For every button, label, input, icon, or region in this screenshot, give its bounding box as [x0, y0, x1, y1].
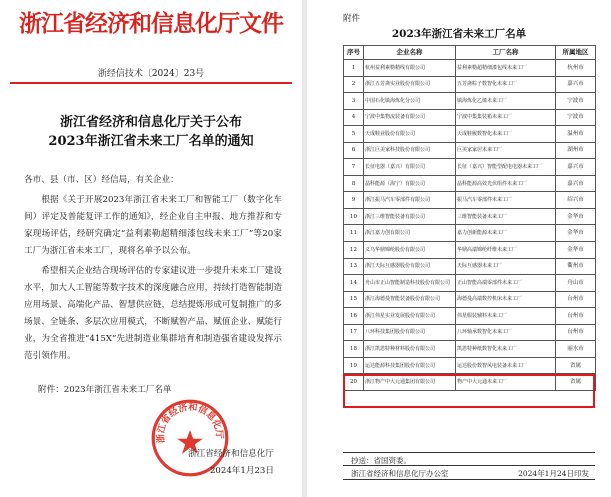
table-row [344, 242, 596, 259]
row-number: 11 [344, 225, 364, 242]
factory-name: 晶科能源高效光伏组件未来工厂 [456, 175, 556, 192]
region: 金华市 [556, 225, 596, 242]
table-row [344, 291, 596, 308]
company-name: 中国石化镇海炼化分公司 [364, 93, 456, 110]
paragraph-1: 根据《关于开展2023年浙江省未来工厂和智能工厂（数字化车间）评定及普能复评工作的通知》，经企业自主申报、地方推荐和专家现场评估，经研究确定“益利素勒超精细漆包线未来工厂”等20家工厂为浙江省未来工厂，现将名单予以公布。 [24, 195, 282, 256]
row-number: 7 [344, 159, 364, 176]
factory-name: 振马汽车零部件未来工厂 [456, 192, 556, 209]
title-line-2: 2023年浙江省未来工厂名单的通知 [48, 134, 254, 149]
row-number: 1 [344, 60, 364, 77]
table-row [344, 225, 596, 242]
region: 省属 [556, 357, 596, 374]
table-row [344, 126, 596, 143]
company-name: 浙江五芳斋实业股份有限公司 [364, 76, 456, 93]
row-number: 9 [344, 192, 364, 209]
region: 湖州市 [556, 142, 596, 159]
region: 温州市 [556, 126, 596, 143]
table-row [344, 324, 596, 341]
region: 台州市 [556, 291, 596, 308]
company-name: 宁波中集物流装备有限公司 [364, 109, 456, 126]
factory-name: 宁波中集集装箱未来工厂 [456, 109, 556, 126]
factory-name: 三维智能装备未来工厂 [456, 208, 556, 225]
table-row [344, 60, 596, 77]
notice-page [0, 0, 302, 497]
region: 嘉兴市 [556, 175, 596, 192]
company-name: 浙江凯恩特种材料股份有限公司 [364, 341, 456, 358]
factory-name: 益利素勒超精细漆包线未来工厂 [456, 60, 556, 77]
table-row [344, 258, 596, 275]
company-name: 浙江三维智能装备有限公司 [364, 208, 456, 225]
factory-name: 天际互感器未来工厂 [456, 258, 556, 275]
company-name: 义乌华鼎锦纶股份有限公司 [364, 242, 456, 259]
company-name: 运达能源科技集团股份有限公司 [364, 357, 456, 374]
document-number: 浙经信技术〔2024〕23号 [97, 69, 205, 79]
region: 嘉兴市 [556, 76, 596, 93]
company-name: 八环科技集团股份有限公司 [364, 324, 456, 341]
table-row [344, 142, 596, 159]
region: 宁波市 [556, 109, 596, 126]
region: 杭州市 [556, 60, 596, 77]
factory-name: 凯恩特种纸数智化未来工厂 [456, 341, 556, 358]
document-title [0, 113, 302, 151]
company-name: 浙江振马汽车零部件有限公司 [364, 192, 456, 209]
row-number: 2 [344, 76, 364, 93]
company-name: 浙江嘉力创有限公司 [364, 225, 456, 242]
region: 台州市 [556, 308, 596, 325]
row-number: 17 [344, 324, 364, 341]
highlight-box [343, 374, 595, 408]
row-number: 5 [344, 126, 364, 143]
column-header: 企业名称 [364, 46, 456, 60]
table-row [344, 159, 596, 176]
table-row [344, 192, 596, 209]
region: 舟山市 [556, 275, 596, 292]
table-row [344, 175, 596, 192]
row-number: 20 [344, 374, 364, 391]
cc-line: 抄送：省国资委。 [351, 456, 411, 465]
factory-name: 长征（嘉兴）智能型配电电器未来工厂 [456, 159, 556, 176]
company-name: 浙江海德曼智能装备股份有限公司 [364, 291, 456, 308]
row-number: 15 [344, 291, 364, 308]
column-header: 所属地区 [556, 46, 596, 60]
region: 省属 [556, 374, 596, 391]
factory-table [343, 45, 596, 391]
company-name: 浙江物产中大元通集团有限公司 [364, 374, 456, 391]
region: 丽水市 [556, 341, 596, 358]
region: 台州市 [556, 324, 596, 341]
region: 绍兴市 [556, 192, 596, 209]
row-number: 12 [344, 242, 364, 259]
company-name: 杭州益利素勒精线有限公司 [364, 60, 456, 77]
attachment-note: 附件：2023年浙江省未来工厂名单 [38, 385, 172, 395]
company-name: 天成鞋业股份有限公司 [364, 126, 456, 143]
cc-divider [343, 465, 595, 466]
column-header: 序号 [344, 46, 364, 60]
region: 金华市 [556, 242, 596, 259]
row-number: 18 [344, 341, 364, 358]
factory-name: 镇海炼化乙烯未来工厂 [456, 93, 556, 110]
row-number: 19 [344, 357, 364, 374]
annex-label: 附件 [343, 14, 361, 24]
cc-block [343, 452, 595, 480]
table-row [344, 308, 596, 325]
row-number: 6 [344, 142, 364, 159]
list-title: 2023年浙江省未来工厂名单 [391, 28, 527, 40]
table-row [344, 357, 596, 374]
region: 衢州市 [556, 258, 596, 275]
table-row [344, 93, 596, 110]
region: 嘉兴市 [556, 159, 596, 176]
factory-name: 海德曼高端数控机床未来工厂 [456, 291, 556, 308]
factory-name: 华鼎高端锦纶纤维未来工厂 [456, 242, 556, 259]
table-row [344, 208, 596, 225]
header-divider [10, 82, 292, 84]
table-row [344, 341, 596, 358]
row-number: 13 [344, 258, 364, 275]
factory-name: 嘉力创新能源未来工厂 [456, 225, 556, 242]
factory-name: 八环轴承数智化未来工厂 [456, 324, 556, 341]
company-name: 浙江天际互感器股份有限公司 [364, 258, 456, 275]
company-name: 晶科能源（海宁）有限公司 [364, 175, 456, 192]
row-number: 10 [344, 208, 364, 225]
annex-page [307, 0, 611, 497]
row-number: 16 [344, 308, 364, 325]
row-number: 4 [344, 109, 364, 126]
table-header-row [344, 46, 596, 60]
issuer-name: 浙江省经济和信息化厅 [188, 449, 274, 459]
paragraph-2: 希望相关企业结合现场评估的专家建议进一步提升未来工厂建设水平，加大人工智能等数字技术的深度融合应用，持续打造智能制造应用场景、高端化产品、智慧供应链，总结提炼形成可复制推广的多场景、全链条、多层次应用模式，不断赋智产品、赋值企业、赋能行业，为全省推进“415X”先进制造业集群培育和制造强省建设发挥示范引领作用。 [24, 266, 282, 361]
table-row [344, 275, 596, 292]
seal-text: 浙江省经济和信息化厅 [155, 401, 225, 444]
region: 金华市 [556, 208, 596, 225]
factory-name: 五芳斋粽子数智化未来工厂 [456, 76, 556, 93]
row-number: 14 [344, 275, 364, 292]
company-name: 舟山市正山智能制造科技股份有限公司 [364, 275, 456, 292]
issuing-office: 浙江省经济和信息化厅办公室 [351, 469, 449, 478]
document-header: 浙江省经济和信息化厅文件 [19, 10, 283, 37]
factory-name: 物产中大元通未来工厂 [456, 374, 556, 391]
factory-name: 巨美家家居未来工厂 [456, 142, 556, 159]
factory-name: 天成鞋履数智化未来工厂 [456, 126, 556, 143]
title-line-1: 浙江省经济和信息化厅关于公布 [59, 115, 242, 130]
region: 宁波市 [556, 93, 596, 110]
issuer-block [148, 446, 274, 480]
row-number: 8 [344, 175, 364, 192]
salutation: 各市、县（市、区）经信局，有关企业： [24, 175, 179, 185]
table-row [344, 109, 596, 126]
company-name: 长征电器（嘉兴）有限公司 [364, 159, 456, 176]
factory-name: 正山智能高端零部件未来工厂 [456, 275, 556, 292]
factory-name: 伟星服装辅料未来工厂 [456, 308, 556, 325]
column-header: 工厂名称 [456, 46, 556, 60]
issue-date: 2024年1月23日 [209, 466, 274, 476]
company-name: 浙江伟星实业发展股份有限公司 [364, 308, 456, 325]
print-date: 2024年1月24日印发 [518, 469, 589, 478]
company-name: 浙江巨美家科技股份有限公司 [364, 142, 456, 159]
table-row [344, 76, 596, 93]
factory-name: 运达股份数智风电装备未来工厂 [456, 357, 556, 374]
row-number: 3 [344, 93, 364, 110]
